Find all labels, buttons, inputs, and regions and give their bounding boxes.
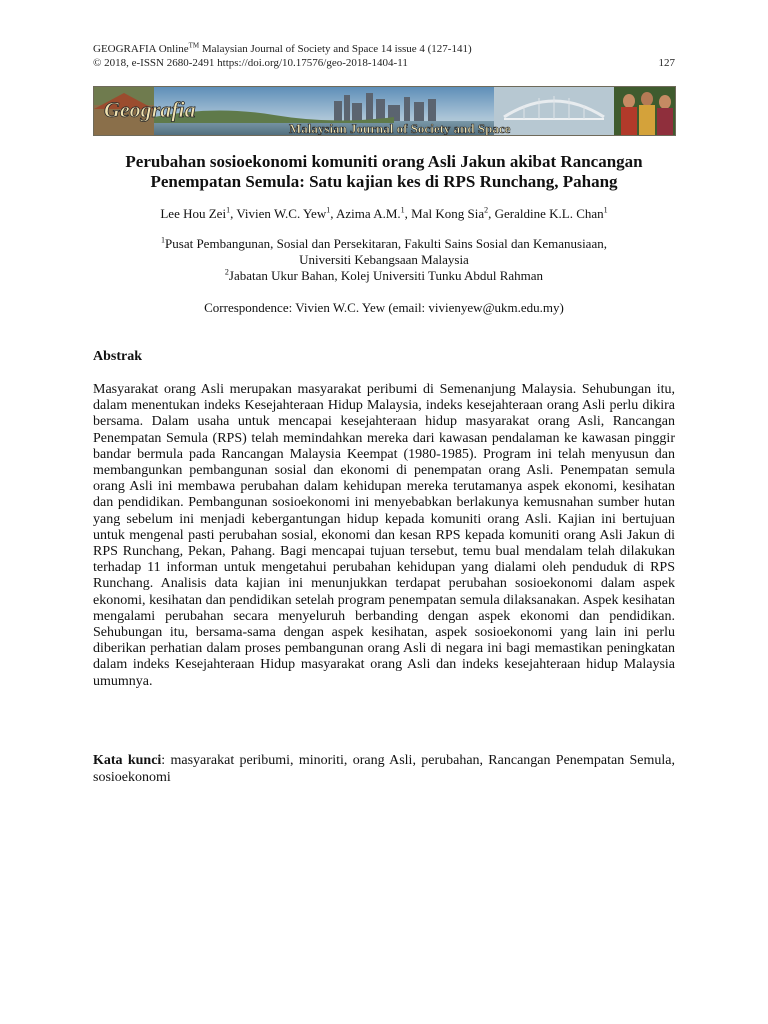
- author-list: [93, 206, 675, 222]
- author-name: Lee Hou Zei: [160, 206, 227, 221]
- affiliation-1-cont: Universiti Kebangsaan Malaysia: [299, 252, 469, 267]
- author-separator: ,: [404, 206, 412, 221]
- author-name: Azima A.M.: [336, 206, 401, 221]
- affil-mark: 1: [161, 235, 166, 245]
- article-title: [93, 152, 675, 192]
- affil-text: Pusat Pembangunan, Sosial dan Persekitaran, Fakulti Sains Sosial dan Kemanusiaan,: [165, 236, 607, 251]
- page-number: 127: [658, 57, 675, 69]
- author-name: Geraldine K.L. Chan: [494, 206, 604, 221]
- issn-doi-line: © 2018, e-ISSN 2680-2491 https://doi.org/10.17576/geo-2018-1404-11: [93, 57, 408, 69]
- author-affil-mark: 1: [400, 205, 405, 215]
- author-separator: ,: [230, 206, 237, 221]
- banner-subtitle: Malaysian Journal of Society and Space: [289, 121, 511, 136]
- author-affil-mark: 2: [484, 205, 489, 215]
- title-line: Penempatan Semula: Satu kajian kes di RPS Runchang, Pahang: [150, 172, 618, 191]
- affiliation-1: [93, 236, 675, 252]
- author-affil-mark: 1: [226, 205, 231, 215]
- abstract-body: Masyarakat orang Asli merupakan masyarakat peribumi di Semenanjung Malaysia. Sehubungan itu, dalam menentukan indeks Kesejahteraan Hidup Malaysia, indeks kesejahteraan orang Asli perlu dikira bersama. Dalam usaha untuk mencapai kesejahteraan hidup masyarakat orang Asli, Rancangan Penempatan Semula (RPS) telah memindahkan mereka dari kawasan pendalaman ke kawasan pinggir bandar bermula pada Rancangan Malaysia Keempat (1980-1985). Program ini telah menyusun dan membangunkan pembangunan sosial dan ekonomi di penempatan orang Asli. Penempatan semula orang Asli ini membawa perubahan dalam kehidupan mereka terutamanya aspek ekonomi, kesihatan dan pendidikan. Pembangunan sosioekonomi ini menyebabkan berlakunya kemusnahan sumber hutan yang sebelum ini menjadi kebergantungan hidup kepada komuniti orang Asli. Kajian ini bertujuan untuk mengenal pasti perubahan sosial, ekonomi dan kesan RPS kepada komuniti orang Asli Jakun di RPS Runchang, Pekan, Pahang. Bagi mencapai tujuan tersebut, temu bual mendalam telah dilakukan terhadap 11 informan untuk mengetahui perubahan kehidupan yang dialami oleh penduduk di RPS Runchang. Analisis data kajian ini menunjukkan terdapat perubahan sosioekonomi dalam aspek ekonomi, kesihatan dan pendidikan setelah program penempatan semula dilaksanakan. Aspek kesihatan mengalami perubahan secara menyeluruh berbanding dengan aspek ekonomi dan pendidikan. Sehubungan itu, bersama-sama dengan aspek kesihatan, aspek sosioekonomi yang lain ini perlu diberikan perhatian dalam proses pembangunan orang Asli di negara ini bagi memastikan peningkatan dalam indeks Kesejahteraan Hidup masyarakat orang Asli dan indeks kesejahteraan hidup Malaysia umumnya.: [93, 382, 675, 689]
- journal-name: GEOGRAFIA Online: [93, 43, 189, 55]
- journal-line: [93, 42, 675, 56]
- author-separator: ,: [488, 206, 495, 221]
- banner-logo-text: Geografia: [104, 97, 196, 122]
- affil-text: Jabatan Ukur Bahan, Kolej Universiti Tunku Abdul Rahman: [228, 268, 544, 283]
- author-affil-mark: 1: [326, 205, 331, 215]
- running-header: [93, 42, 675, 70]
- keywords: [93, 752, 675, 786]
- keywords-text: : masyarakat peribumi, minoriti, orang Asli, perubahan, Rancangan Penempatan Semula, sosioekonomi: [93, 753, 675, 785]
- author-separator: ,: [330, 206, 337, 221]
- journal-banner: [93, 86, 676, 136]
- correspondence: Correspondence: Vivien W.C. Yew (email: vivienyew@ukm.edu.my): [204, 300, 564, 315]
- author-affil-mark: 1: [603, 205, 608, 215]
- affil-mark: 2: [224, 267, 229, 277]
- author-name: Mal Kong Sia: [411, 206, 485, 221]
- trademark-mark: TM: [188, 41, 200, 50]
- journal-issue: Malaysian Journal of Society and Space 14 issue 4 (127-141): [199, 43, 472, 55]
- affiliations: [93, 236, 675, 284]
- affiliation-2: [93, 268, 675, 284]
- title-line: Perubahan sosioekonomi komuniti orang Asli Jakun akibat Rancangan: [125, 152, 643, 171]
- keywords-label: Kata kunci: [93, 753, 162, 768]
- abstract-heading: Abstrak: [93, 349, 143, 364]
- banner-image: [94, 87, 676, 136]
- author-name: Vivien W.C. Yew: [236, 206, 327, 221]
